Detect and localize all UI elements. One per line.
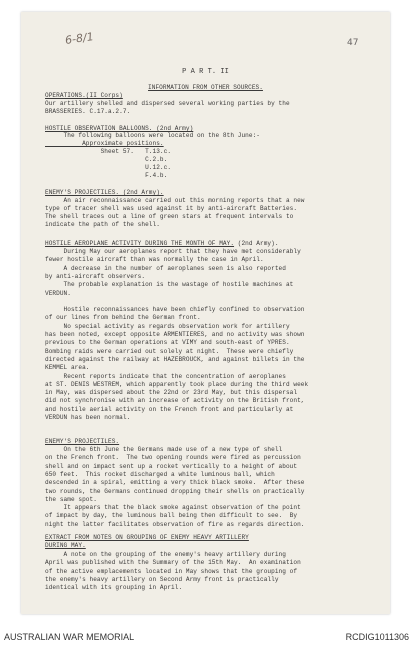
line: identical with its grouping in April. [45,584,183,592]
line: BRASSERIES. C.17.a.2.7. [45,108,131,115]
line: Recent reports indicate that the concentration of aeroplanes [45,372,286,380]
section-heading-operations: OPERATIONS.(II Corps) [45,92,123,99]
line: did not synchronise with an increase of activity on the British front, [45,397,305,405]
section-heading-projectiles-rocket: ENEMY'S PROJECTILES. [45,438,120,445]
line: During May our aeroplanes report that they have met considerably [45,248,301,255]
section-title: INFORMATION FROM OTHER SOURCES. [148,84,263,91]
archive-footer [0,624,415,654]
document-page [21,12,390,614]
line: the enemy's heavy artillery on Second Army front is practically [45,575,279,583]
line: F.4.b. [45,172,168,179]
line: KEMMEL area. [45,364,90,372]
line: directed against the railway at HAZEBROUCK, and against billets in the [45,355,305,363]
line: at ST. DENIS WESTREM, which apparently took place during the third week [45,380,309,388]
line: and hostile aerial activity on the French front and particularly at [45,405,294,413]
section-heading-balloons: HOSTILE OBSERVATION BALLOONS. (2nd Army) [45,125,194,132]
line: on the French front. The two opening rounds were fired as percussion [45,454,301,462]
line: VERDUN has been normal. [45,414,131,421]
line: On the 6th June the Germans made use of a new type of shell [45,446,283,453]
line: night the latter facilitates observation of fire as regards direction. [45,520,305,528]
page-number: 47 [347,38,359,48]
line: 650 feet. This rocket discharged a white luminous ball, which [45,470,275,478]
heading-text: HOSTILE AEROPLANE ACTIVITY DURING THE MONTH OF MAY. [45,240,235,247]
heading-suffix: (2nd Army). [234,240,279,247]
line: The shell traces out a line of green stars at frequent intervals to [45,213,294,220]
line: in May, was dispersed about the 22nd or 23rd May, but this dispersal [45,389,298,397]
line: It appears that the black smoke against observation of the point [45,504,301,512]
line: of impact by day, the luminous ball being then difficult to see. By [45,512,298,520]
line: A decrease in the number of aeroplanes seen is also reported [45,264,286,272]
line: two rounds, the Germans continued dropping their shells on practically [45,487,305,495]
line: type of tracer shell was used against it by anti-aircraft Batteries. [45,205,298,212]
section-heading-aeroplane-activity [45,240,279,247]
section-heading-projectiles-tracer: ENEMY'S PROJECTILES. (2nd Army). [45,189,164,196]
part-title: P A R T. II [182,68,229,76]
line: The following balloons were located on the 8th June:- [45,132,260,139]
line: has been noted, except opposite ARMENTIERES, and no activity was shown [45,331,305,338]
line: shell and on impact sent up a rocket vertically to a height of about [45,462,298,470]
line: Approximate positions. [45,140,164,147]
line: previous to the German operations at VIMY and south-east of YPRES. [45,339,290,347]
line: fewer hostile aircraft than was normally the case in April. [45,256,264,264]
line: Hostile reconnaissances have been chiefly confined to observation [45,306,305,314]
line: The probable explanation is the wastage of hostile machines at [45,281,294,289]
line: descended in a spiral, emitting a very thick black smoke. After these [45,479,305,487]
line: C.2.b. [45,156,168,163]
line: A note on the grouping of the enemy's heavy artillery during [45,551,286,558]
line: Bombing raids were carried out solely at night. These were chiefly [45,347,294,355]
line: No special activity as regards observation work for artillery [45,322,290,330]
line: of the active emplacements located in May shows that the grouping of [45,567,298,575]
footer-record-id: RCDIG1011306 [345,632,409,642]
line: by anti-aircraft observers. [45,272,146,280]
line: An air reconnaissance carried out this morning reports that a new [45,197,305,204]
line: indicate the path of the shell. [45,221,160,228]
footer-institution: AUSTRALIAN WAR MEMORIAL [4,632,135,642]
line: Sheet 57. T.13.c. [45,148,172,155]
line: of our lines from behind the German front. [45,314,201,322]
line: VERDUN. [45,289,71,297]
section-heading-extract-line2: DURING MAY. [45,542,86,549]
line: April was published with the Summary of the 15th May. An examination [45,559,301,567]
handwritten-reference: 6-8/1 [64,30,95,47]
line: Our artillery shelled and dispersed several working parties by the [45,100,290,107]
line: the same spot. [45,495,97,503]
section-heading-extract: EXTRACT FROM NOTES ON GROUPING OF ENEMY HEAVY ARTILLERY [45,534,249,541]
line: U.12.c. [45,164,172,171]
